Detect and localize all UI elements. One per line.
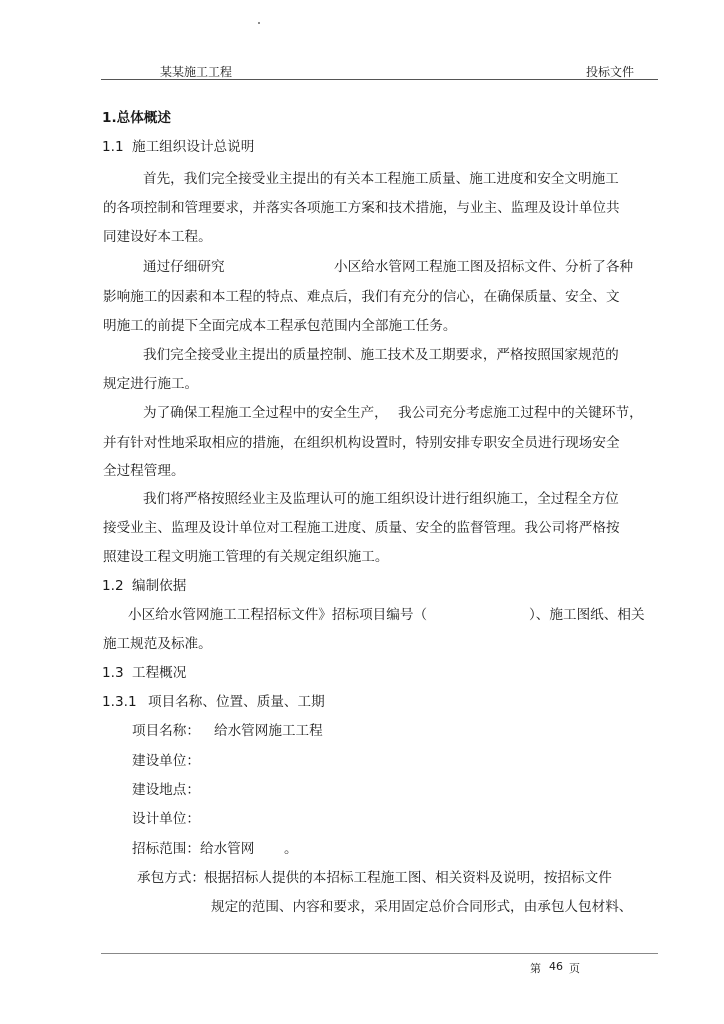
contract-label: 承包方式：: [137, 870, 205, 886]
scope-label: 招标范围：: [132, 841, 200, 857]
builder-label: 建设单位：: [132, 753, 200, 769]
subsection-1-3-number: 1.3: [102, 665, 124, 681]
paragraph-line: 照建设工程文明施工管理的有关规定组织施工。: [103, 549, 389, 565]
paragraph-line-lead: 小区给水管网施工工程招标文件》招标项目编号（: [128, 607, 428, 623]
paragraph-line: 规定进行施工。: [103, 376, 199, 392]
project-name-value: 给水管网施工工程: [214, 723, 323, 739]
paragraph-line-rest: 小区给水管网工程施工图及招标文件、分析了各种: [334, 259, 634, 275]
contract-value-continued: 规定的范围、内容和要求，采用固定总价合同形式，由承包人包材料、: [211, 899, 633, 915]
paragraph-line: 施工规范及标准。: [103, 636, 212, 652]
paragraph-line-lead: 通过仔细研究: [143, 259, 225, 275]
paragraph-line: 首先，我们完全接受业主提出的有关本工程施工质量、施工进度和安全文明施工: [143, 171, 619, 187]
header-rule: [101, 79, 658, 80]
paragraph-line-lead: 为了确保工程施工全过程中的安全生产，: [143, 405, 388, 421]
subsection-1-3-1-title: 项目名称、位置、质量、工期: [148, 694, 325, 710]
subsection-1-2-number: 1.2: [102, 578, 124, 594]
page-number: 46: [549, 960, 563, 973]
paragraph-line: 我们完全接受业主提出的质量控制、施工技术及工期要求，严格按照国家规范的: [143, 347, 619, 363]
section-title: 1.总体概述: [102, 110, 171, 126]
designer-label: 设计单位：: [132, 811, 200, 827]
paragraph-line-rest: 我公司充分考虑施工过程中的关键环节，: [398, 405, 643, 421]
header-left-title: 某某施工工程: [160, 65, 233, 79]
project-name-label: 项目名称：: [132, 723, 200, 739]
paragraph-line: 我们将严格按照经业主及监理认可的施工组织设计进行组织施工，全过程全方位: [143, 491, 619, 507]
subsection-1-3-title: 工程概况: [132, 665, 187, 681]
paragraph-line: 全过程管理。: [103, 463, 185, 479]
page-suffix: 页: [569, 962, 580, 975]
subsection-1-1-title: 施工组织设计总说明: [132, 139, 255, 155]
paragraph-line: 明施工的前提下全面完成本工程承包范围内全部施工任务。: [103, 318, 457, 334]
page-prefix: 第: [530, 962, 541, 975]
paragraph-line-rest: ）、施工图纸、相关: [529, 607, 645, 623]
scan-speck: [258, 22, 260, 24]
location-label: 建设地点：: [132, 782, 200, 798]
paragraph-line: 的各项控制和管理要求，并落实各项施工方案和技术措施，与业主、监理及设计单位共: [103, 200, 620, 216]
scope-end-punct: 。: [284, 841, 298, 857]
header-right-title: 投标文件: [586, 65, 635, 79]
footer-rule: [101, 953, 658, 954]
paragraph-line: 同建设好本工程。: [103, 229, 212, 245]
paragraph-line: 并有针对性地采取相应的措施，在组织机构设置时，特别安排专职安全员进行现场安全: [103, 435, 620, 451]
subsection-1-3-1-number: 1.3.1: [102, 694, 137, 710]
paragraph-line: 接受业主、监理及设计单位对工程施工进度、质量、安全的监督管理。我公司将严格按: [103, 520, 620, 536]
scope-value: 给水管网: [200, 841, 255, 857]
subsection-1-1-number: 1.1: [102, 139, 124, 155]
subsection-1-2-title: 编制依据: [132, 578, 187, 594]
contract-value: 根据招标人提供的本招标工程施工图、相关资料及说明，按招标文件: [204, 870, 612, 886]
paragraph-line: 影响施工的因素和本工程的特点、难点后，我们有充分的信心，在确保质量、安全、文: [103, 289, 620, 305]
